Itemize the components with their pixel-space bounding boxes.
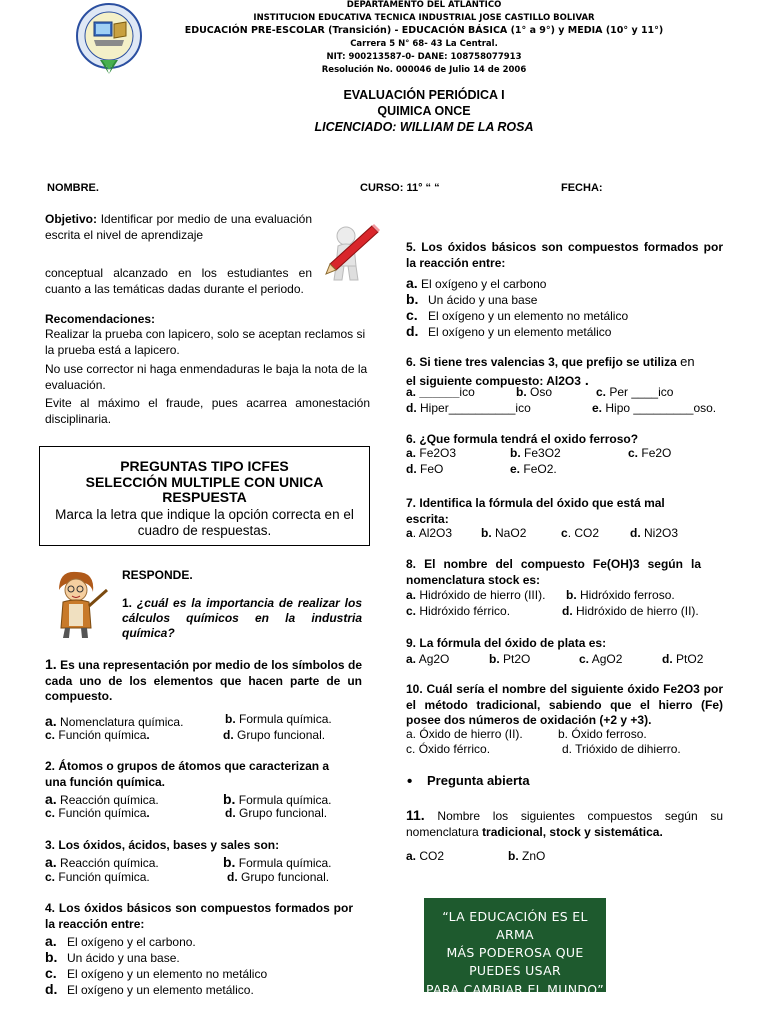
q8-option-b: NaO2: [495, 526, 527, 540]
q7-option-e: FeO2.: [523, 462, 557, 476]
question-7-text: ¿Que formula tendrá el oxido ferroso?: [419, 432, 639, 446]
question-6-number: 6.: [406, 355, 417, 369]
question-12-text-a: Nombre los siguientes compuestos según su nomenclatura: [406, 809, 723, 839]
q11-option-a-letter: a.: [406, 727, 417, 741]
q9-option-b: Hidróxido ferroso.: [580, 588, 675, 602]
icfes-instructions-box: [39, 446, 370, 546]
q1-option-c: Función química: [58, 728, 147, 742]
q8-option-d-letter: d.: [630, 526, 641, 540]
question-10-text: La fórmula del óxido de plata es:: [419, 636, 607, 650]
question-3-options-row-2: [45, 870, 370, 886]
question-10: [406, 636, 723, 652]
q5-option-b-letter: b.: [406, 291, 419, 307]
q1-option-c-letter: c.: [45, 728, 56, 742]
recommendations-label: Recomendaciones:: [45, 312, 156, 326]
question-3: [45, 838, 370, 854]
header-address: Carrera 5 N° 68- 43 La Central.: [350, 39, 498, 49]
question-2: [45, 759, 350, 790]
q8-option-d: Ni2O3: [644, 526, 679, 540]
question-9-text: El nombre del compuesto Fe(OH)3 según la nomenclatura stock es:: [406, 557, 701, 587]
q5-option-c-letter: c.: [406, 307, 418, 323]
q6-option-b-letter: b.: [516, 385, 527, 399]
q1-option-d-letter: d.: [223, 728, 234, 742]
q12-option-b-letter: b.: [508, 849, 519, 863]
q11-option-c: Óxido férrico.: [418, 742, 491, 756]
teacher-title: LICENCIADO: WILLIAM DE LA ROSA: [314, 120, 534, 134]
question-7-options-row-2: [406, 462, 723, 478]
q3-option-a: Reacción química.: [60, 856, 159, 870]
q4-option-c: El oxígeno y un elemento no metálico: [67, 967, 268, 981]
q6-option-a: ico: [459, 385, 475, 399]
q11-option-b: Óxido ferroso.: [571, 727, 647, 741]
q10-option-d: PtO2: [676, 652, 704, 666]
question-11-number: 10.: [406, 682, 423, 696]
q7-option-d: FeO: [420, 462, 444, 476]
q7-option-b: Fe3O2: [524, 446, 561, 460]
q9-option-b-letter: b.: [566, 588, 577, 602]
question-3-number: 3.: [45, 838, 56, 852]
q5-option-a-letter: a.: [406, 275, 418, 291]
subject-title: QUIMICA ONCE: [377, 104, 471, 118]
question-6: 6. Si tiene tres valencias 3, que prefijo se utiliza en el siguiente compuesto: Al2O3 .: [406, 354, 695, 388]
question-11-options-row-2: [406, 742, 723, 758]
icfes-title-2: SELECCIÓN MULTIPLE CON UNICA: [85, 473, 324, 490]
q3-option-c-letter: c.: [45, 870, 56, 884]
q6-option-a-blank: ______: [419, 385, 460, 399]
q7-option-a: Fe2O3: [419, 446, 457, 460]
q2-option-b: Formula química.: [238, 793, 332, 807]
course-field-label: CURSO: 11° “ “: [360, 182, 440, 194]
q6-option-a-letter: a.: [406, 385, 417, 399]
question-11-text: Cuál sería el nombre del siguiente óxido Fe2O3 por el método tradicional, sabiendo que el hierro (Fe) posee dos números de oxidación (+2 y +3).: [406, 682, 723, 728]
q10-option-b: Pt2O: [503, 652, 531, 666]
question-3-options-row-1: [45, 853, 370, 872]
q10-option-d-letter: d.: [662, 652, 673, 666]
question-1-text: Es una representación por medio de los símbolos de cada uno de los elementos que hacen parte de un compuesto.: [45, 658, 362, 704]
q10-option-a: Ag2O: [418, 652, 450, 666]
question-3-text: Los óxidos, ácidos, bases y sales son:: [58, 838, 280, 852]
question-5-number: 5.: [406, 240, 417, 254]
q2-option-a-letter: a.: [45, 791, 57, 807]
question-12: [406, 806, 723, 840]
name-field-label: NOMBRE.: [47, 182, 99, 194]
q5-option-b: Un ácido y una base: [428, 293, 538, 307]
pencil-figure-illustration: [322, 220, 380, 284]
q5-option-d-row: [406, 322, 723, 341]
quote-line-3: PUEDES USAR: [469, 963, 561, 979]
quote-line-4: PARA CAMBIAR EL MUNDO”: [426, 981, 604, 997]
q5-option-d-letter: d.: [406, 323, 419, 339]
q7-option-c: Fe2O: [641, 446, 672, 460]
q11-option-d: Trióxido de dihierro.: [575, 742, 681, 756]
q7-option-e-letter: e.: [510, 462, 521, 476]
question-4-number: 4.: [45, 901, 56, 915]
q9-option-c-letter: c.: [406, 604, 417, 618]
q8-option-c-letter: c: [561, 526, 568, 540]
q2-option-c-letter: c.: [45, 806, 56, 820]
q11-option-b-letter: b.: [558, 727, 569, 741]
header-education-levels: EDUCACIÓN PRE-ESCOLAR (Transición) - EDUCACIÓN BÁSICA (1° a 9°) y MEDIA (10° y 11°): [184, 25, 664, 36]
question-1: [45, 655, 362, 705]
header-nit: NIT: 900213587-0- DANE: 108758077913: [326, 52, 522, 62]
date-field-label: FECHA:: [561, 182, 603, 194]
q1-option-a-letter: a.: [45, 713, 57, 729]
q6-option-d-letter: d.: [406, 401, 417, 415]
objective-label: Objetivo:: [45, 212, 98, 226]
question-9-options-row-2: [406, 604, 723, 620]
quote-line-1: “LA EDUCACIÓN ES EL ARMA: [442, 909, 588, 943]
question-12-options: [406, 849, 723, 865]
recommendation-2: No use corrector ni haga enmendaduras le baja la nota de la evaluación.: [45, 362, 368, 392]
q4-option-d-letter: d.: [45, 981, 58, 997]
q6-option-e-letter: e.: [592, 401, 603, 415]
responde-label: RESPONDE.: [122, 568, 193, 582]
question-12-number: 11.: [406, 807, 425, 823]
q4-option-d-row: [45, 980, 370, 999]
open-question-1-text: ¿cuál es la importancia de realizar los cálculos químicos en la industria química?: [122, 596, 362, 640]
question-9: [406, 557, 701, 588]
header-department: DEPARTAMENTO DEL ATLANTICO: [346, 0, 502, 10]
question-11: [406, 682, 723, 729]
open-question-heading: • Pregunta abierta: [427, 773, 530, 790]
question-8-number: 7.: [406, 496, 417, 510]
q2-option-b-letter: b.: [223, 791, 236, 807]
q1-option-b: Formula química.: [239, 712, 332, 726]
question-5-text: Los óxidos básicos son compuestos formados por la reacción entre:: [406, 240, 723, 270]
question-2-options-row-2: c. Función química. d. Grupo funcional.: [45, 806, 328, 820]
question-4-text: Los óxidos básicos son compuestos formados por la reacción entre:: [45, 901, 354, 931]
q11-option-a: Óxido de hierro (II).: [419, 727, 523, 741]
q10-option-c: AgO2: [591, 652, 623, 666]
header-institution: INSTITUCION EDUCATIVA TECNICA INDUSTRIAL JOSE CASTILLO BOLIVAR: [253, 13, 595, 23]
q6-option-c-letter: c.: [596, 385, 607, 399]
q8-option-a: . Al2O3: [412, 526, 453, 540]
q4-option-c-letter: c.: [45, 965, 57, 981]
q2-option-d: Grupo funcional.: [239, 806, 328, 820]
icfes-title-3: RESPUESTA: [162, 489, 247, 506]
q3-option-c: Función química.: [58, 870, 150, 884]
q12-option-a: CO2: [419, 849, 445, 863]
open-question-1-number: 1.: [122, 596, 133, 610]
education-quote-chalkboard: [424, 898, 606, 997]
question-11-options-row-1: [406, 727, 723, 743]
q6-option-c: Per ____ico: [609, 385, 674, 399]
q3-option-a-letter: a.: [45, 854, 57, 870]
question-2-text: Átomos o grupos de átomos que caracterizan a una función química.: [45, 759, 330, 789]
q4-option-a-letter: a.: [45, 933, 57, 949]
q9-option-c: Hidróxido férrico.: [419, 604, 511, 618]
header-resolution: Resolución No. 000046 de Julio 14 de 2006: [321, 65, 527, 75]
q12-option-b: ZnO: [522, 849, 546, 863]
question-8-options: [406, 526, 723, 542]
q6-option-e: Hipo _________oso.: [605, 401, 717, 415]
question-6-options-row-1: [406, 385, 723, 401]
q8-option-b-letter: b.: [481, 526, 492, 540]
q7-option-c-letter: c.: [628, 446, 639, 460]
q4-option-d: El oxígeno y un elemento metálico.: [67, 983, 254, 997]
q7-option-b-letter: b.: [510, 446, 521, 460]
q2-option-c: Función química: [58, 806, 147, 820]
q11-option-c-letter: c.: [406, 742, 416, 756]
q6-option-d: Hiper__________ico: [420, 401, 531, 415]
question-9-options-row-1: [406, 588, 723, 604]
school-logo: [66, 2, 152, 76]
teacher-illustration: [45, 568, 111, 640]
question-8-text: Identifica la fórmula del óxido que está mal escrita:: [406, 496, 665, 526]
open-question-1: [122, 596, 362, 641]
q4-option-b: Un ácido y una base.: [67, 951, 180, 965]
q11-option-d-letter: d.: [562, 742, 573, 756]
objective-text-1: Identificar por medio de una evaluación escrita el nivel de aprendizaje: [45, 212, 312, 242]
q9-option-d-letter: d.: [562, 604, 573, 618]
q8-option-a-letter: a: [406, 526, 413, 540]
q3-option-d: Grupo funcional.: [241, 870, 330, 884]
q5-option-d: El oxígeno y un elemento metálico: [428, 325, 612, 339]
question-7-options-row-1: [406, 446, 723, 462]
q7-option-a-letter: a.: [406, 446, 417, 460]
q9-option-a-letter: a.: [406, 588, 417, 602]
question-1-number: 1.: [45, 656, 57, 672]
q3-option-d-letter: d.: [227, 870, 238, 884]
q10-option-b-letter: b.: [489, 652, 500, 666]
q1-option-b-letter: b.: [225, 712, 236, 726]
icfes-instructions: Marca la letra que indique la opción correcta en el cuadro de respuestas.: [55, 507, 354, 539]
question-6-text-2: el siguiente compuesto: Al2O3: [406, 373, 581, 388]
q5-option-c: El oxígeno y un elemento no metálico: [428, 309, 629, 323]
q3-option-b-letter: b.: [223, 854, 236, 870]
q9-option-d: Hidróxido de hierro (II).: [576, 604, 699, 618]
q5-option-a: El oxígeno y el carbono: [421, 277, 547, 291]
q7-option-d-letter: d.: [406, 462, 417, 476]
exam-title: EVALUACIÓN PERIÓDICA I: [343, 88, 505, 102]
objective-paragraph: [45, 212, 312, 243]
question-9-number: 8.: [406, 557, 417, 571]
q1-option-d: Grupo funcional.: [237, 728, 326, 742]
question-8: [406, 496, 706, 527]
question-6-text-1b: en: [680, 354, 695, 369]
q9-option-a: Hidróxido de hierro (III).: [419, 588, 546, 602]
q4-option-a: El oxígeno y el carbono.: [67, 935, 196, 949]
q4-option-b-letter: b.: [45, 949, 58, 965]
question-10-number: 9.: [406, 636, 417, 650]
question-4: [45, 901, 353, 932]
question-12-text-b: tradicional, stock y sistemática.: [482, 824, 663, 839]
recommendation-1: Realizar la prueba con lapicero, solo se aceptan reclamos si la prueba está a lapicero.: [45, 327, 366, 357]
question-2-number: 2.: [45, 759, 56, 773]
quote-line-2: MÁS PODEROSA QUE: [446, 945, 584, 961]
question-5: [406, 240, 723, 271]
q1-option-a: Nomenclatura química.: [60, 715, 184, 729]
q10-option-a-letter: a.: [406, 652, 417, 666]
q8-option-c: . CO2: [567, 526, 600, 540]
question-7-number: 6.: [406, 432, 417, 446]
q2-option-d-letter: d.: [225, 806, 236, 820]
question-10-options: [406, 652, 723, 668]
icfes-title-1: PREGUNTAS TIPO ICFES: [120, 458, 289, 474]
q2-option-a: Reacción química.: [60, 793, 159, 807]
objective-text-2: conceptual alcanzado en los estudiantes en cuanto a las temáticas dadas durante el periodo.: [45, 266, 312, 296]
question-6-options-row-2: [406, 401, 723, 417]
recommendation-3: Evite al máximo el fraude, pues acarrea amonestación disciplinaria.: [45, 396, 370, 426]
question-6-text-1: Si tiene tres valencias 3, que prefijo se utiliza: [419, 355, 677, 369]
q3-option-b: Formula química.: [238, 856, 332, 870]
question-1-options-row-2: c. Función química. d. Grupo funcional.: [45, 728, 326, 742]
q6-option-b: Oso: [530, 385, 553, 399]
q10-option-c-letter: c.: [579, 652, 590, 666]
q12-option-a-letter: a.: [406, 849, 417, 863]
